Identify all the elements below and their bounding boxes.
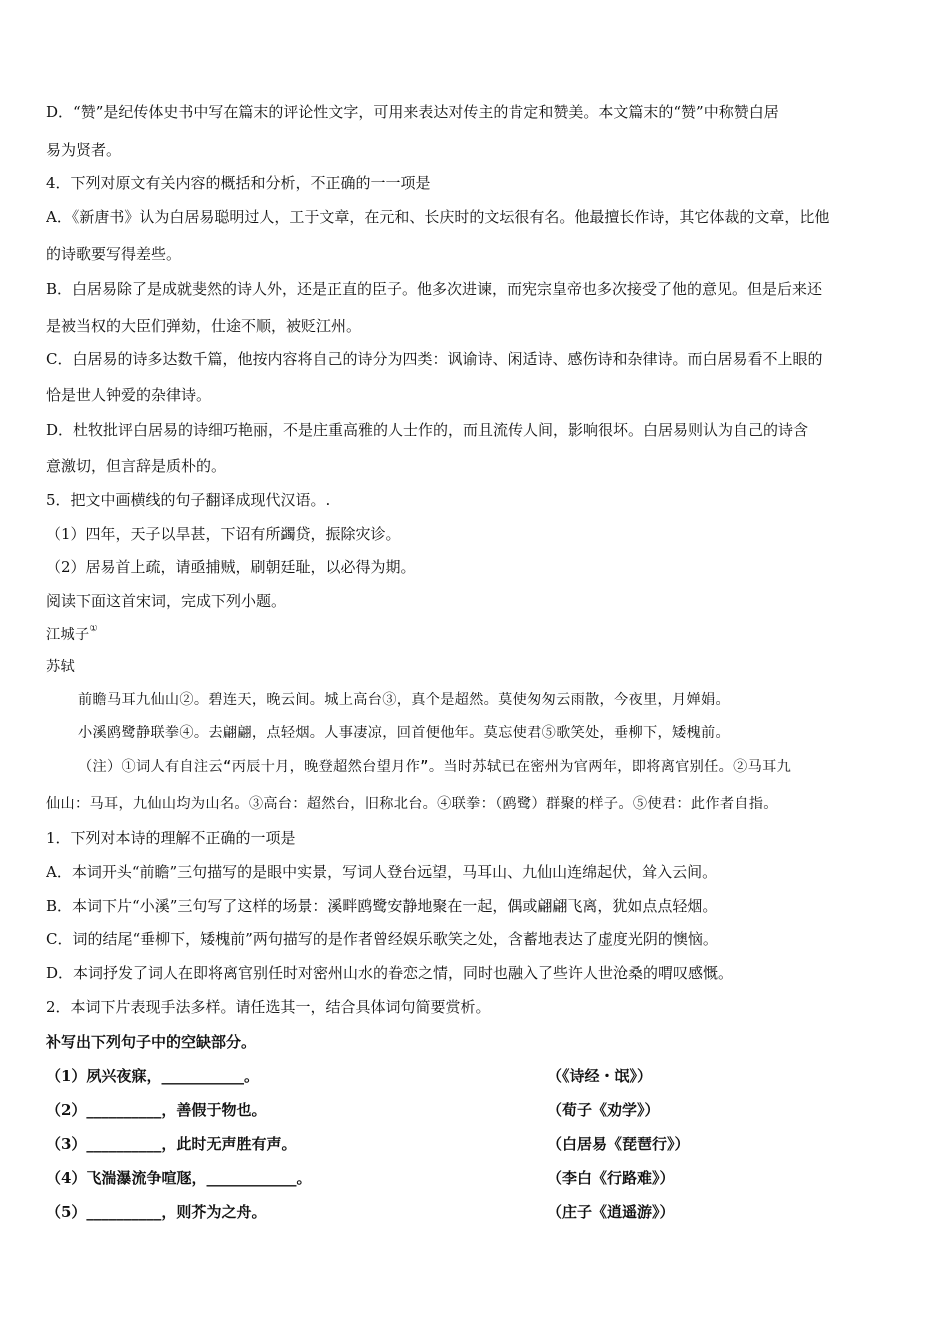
fill-item-4-source: （李白《行路难》） bbox=[547, 1169, 675, 1187]
translation-item-2: （2）居易首上疏，请亟捕贼，刷朝廷耻，以必得为期。 bbox=[46, 558, 416, 576]
q1-option-c: C．词的结尾“垂柳下，矮槐前”两句描写的是作者曾经娱乐歌笑之处，含蓄地表达了虚度光阴的懊恼。 bbox=[46, 930, 718, 948]
fill-item-4: （4）飞湍瀑流争喧豗，____________。 bbox=[46, 1169, 312, 1187]
option-b-cont: 是被当权的大臣们弹劾，仕途不顺，被贬江州。 bbox=[46, 317, 362, 335]
option-c: C．白居易的诗多达数千篇，他按内容将自己的诗分为四类：讽谕诗、闲适诗、感伤诗和杂律诗。而白居易看不上眼的 bbox=[46, 350, 823, 368]
question-4-stem: 4．下列对原文有关内容的概括和分析，不正确的一一项是 bbox=[46, 174, 431, 192]
question-2-stem: 2．本词下片表现手法多样。请任选其一，结合具体词句简要赏析。 bbox=[46, 998, 491, 1016]
poem-title-text: 江城子 bbox=[46, 627, 90, 643]
fill-item-2: （2）__________，善假于物也。 bbox=[46, 1101, 267, 1119]
fill-item-3-source: （白居易《琵琶行》） bbox=[547, 1135, 690, 1153]
fill-item-3: （3）__________，此时无声胜有声。 bbox=[46, 1135, 297, 1153]
question-5-stem: 5．把文中画横线的句子翻译成现代汉语。. bbox=[46, 491, 331, 509]
fill-item-1-source: （《诗经・氓》） bbox=[547, 1067, 653, 1085]
q1-option-b: B．本词下片“小溪”三句写了这样的场景：溪畔鸥鹭安静地聚在一起，偶或翩翩飞离，犹如点点轻烟。 bbox=[46, 897, 718, 915]
poem-annotation: （注）①词人有自注云“丙辰十月，晚登超然台望月作”。当时苏轼已在密州为官两年，即将离官别任。②马耳九 bbox=[78, 759, 792, 775]
fill-item-5: （5）__________，则芥为之舟。 bbox=[46, 1203, 267, 1221]
translation-item-1: （1）四年，天子以旱甚，下诏有所蠲贷，振除灾诊。 bbox=[46, 525, 401, 543]
poem-stanza-2: 小溪鸥鹭静联拳④。去翩翩，点轻烟。人事凄凉，回首便他年。莫忘使君⑤歌笑处，垂柳下，矮槐前。 bbox=[78, 725, 730, 741]
poem-annotation-cont: 仙山：马耳，九仙山均为山名。③高台：超然台，旧称北台。④联拳：（鸥鹭）群聚的样子。⑤使君：此作者自指。 bbox=[46, 796, 778, 812]
poem-stanza-1: 前瞻马耳九仙山②。碧连天，晚云间。城上高台③，真个是超然。莫使匆匆云雨散，今夜里，月婵娟。 bbox=[78, 692, 730, 708]
poem-author: 苏轼 bbox=[46, 659, 75, 675]
option-a-cont: 的诗歌要写得差些。 bbox=[46, 245, 182, 263]
reading-instruction: 阅读下面这首宋词，完成下列小题。 bbox=[46, 592, 287, 610]
fill-item-5-source: （庄子《逍遥游》） bbox=[547, 1203, 675, 1221]
question-1-stem: 1．下列对本诗的理解不正确的一项是 bbox=[46, 829, 296, 847]
poem-title-note: ① bbox=[89, 625, 98, 634]
option-b: B．白居易除了是成就斐然的诗人外，还是正直的臣子。他多次进谏，而宪宗皇帝也多次接受了他的意见。但是后来还 bbox=[46, 280, 823, 298]
q1-option-d: D．本词抒发了词人在即将离官别任时对密州山水的眷恋之情，同时也融入了些许人世沧桑的喟叹感慨。 bbox=[46, 964, 734, 982]
option-d: D．杜牧批评白居易的诗细巧艳丽，不是庄重高雅的人士作的，而且流传人间，影响很坏。白居易则认为自己的诗含 bbox=[46, 421, 809, 439]
poem-title bbox=[46, 625, 908, 645]
paragraph-line: D．“赞”是纪传体史书中写在篇末的评论性文字，可用来表达对传主的肯定和赞美。本文篇末的“赞”中称赞白居 bbox=[46, 103, 779, 121]
fill-item-2-source: （荀子《劝学》） bbox=[547, 1101, 660, 1119]
option-c-cont: 恰是世人钟爱的杂律诗。 bbox=[46, 386, 212, 404]
fill-item-1: （1）夙兴夜寐，___________。 bbox=[46, 1067, 259, 1085]
fill-heading: 补写出下列句子中的空缺部分。 bbox=[46, 1033, 257, 1051]
q1-option-a: A．本词开头“前瞻”三句描写的是眼中实景，写词人登台远望，马耳山、九仙山连绵起伏，耸入云间。 bbox=[46, 863, 718, 881]
option-a: A．《新唐书》认为白居易聪明过人，工于文章，在元和、长庆时的文坛很有名。他最擅长作诗，其它体裁的文章，比他 bbox=[46, 208, 830, 226]
paragraph-line: 易为贤者。 bbox=[46, 141, 122, 159]
option-d-cont: 意激切，但言辞是质朴的。 bbox=[46, 457, 227, 475]
